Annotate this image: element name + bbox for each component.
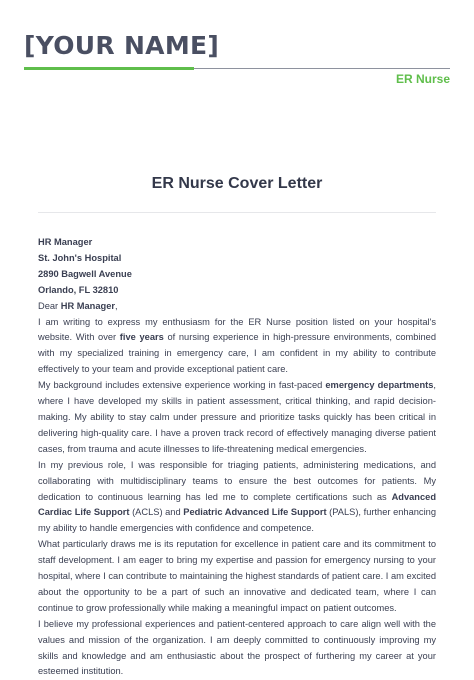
salutation-prefix: Dear: [38, 300, 61, 311]
p3-emphasis-pals: Pediatric Advanced Life Support: [183, 507, 327, 518]
header-rule: [194, 68, 450, 69]
recipient-city: Orlando, FL 32810: [38, 284, 119, 295]
recipient-street: 2890 Bagwell Avenue: [38, 268, 132, 279]
paragraph-closing: I believe my professional experiences and patient-centered approach to care align well with the values and mission of the organization. I am deeply committed to continuously improving my skills and knowledge and am enthusiastic about the prospect of furthering my career at your esteemed institution.: [38, 618, 436, 677]
p3-text-a: In my previous role, I was responsible for triaging patients, administering medications, and collaborating with multidisciplinary teams to ensure the best outcomes for patients. My dedication to continuous learning has led me to complete certifications such as: [38, 459, 436, 502]
role-label: ER Nurse: [395, 72, 450, 86]
paragraph-experience: [38, 458, 436, 538]
document-title: ER Nurse Cover Letter: [151, 175, 323, 192]
recipient-organization: St. John's Hospital: [38, 252, 122, 263]
paragraph-motivation: What particularly draws me is its reputation for excellence in patient care and its commitment to staff development. I am eager to bring my expertise and passion for emergency nursing to your hospital, where I can contribute to maintaining the highest standards of patient care. I am excited about the opportunity to be a part of such an innovative and dedicated team, where I can continue to grow professionally while making a meaningful impact on patient outcomes.: [38, 539, 436, 613]
recipient-title: HR Manager: [38, 237, 93, 247]
letter-body: [38, 235, 436, 680]
title-divider: [38, 212, 436, 213]
paragraph-background: [38, 378, 436, 458]
p3-text-c: (ACLS) and: [129, 507, 184, 518]
salutation: [38, 299, 436, 315]
paragraph-intro: [38, 315, 436, 379]
applicant-name: [YOUR NAME]: [24, 31, 220, 60]
salutation-suffix: ,: [114, 300, 118, 311]
p2-text-a: My background includes extensive experience working in fast-paced: [38, 380, 326, 391]
p3-emphasis-acls: Advanced Cardiac Life Support: [38, 491, 436, 518]
header-accent-rule: [24, 67, 194, 70]
p2-emphasis: emergency departments: [325, 380, 434, 391]
p2-text-c: , where I have developed my skills in patient assessment, critical thinking, and rapid decision-making. My ability to stay calm under pressure and prioritize tasks quickly has been critical in delivering high-quality care. I have a proven track record of effectively managing diverse patient cases, from trauma and acute illnesses to life-threatening medical emergencies.: [38, 380, 436, 454]
p1-text-a: I am writing to express my enthusiasm for the ER Nurse position listed on your hospital's website. With over: [38, 316, 436, 343]
p1-text-c: of nursing experience in high-pressure environments, combined with my specialized training in emergency care, I am confident in my ability to contribute effectively to your team and provide exceptional patient care.: [38, 332, 436, 375]
salutation-name: HR Manager: [60, 300, 115, 311]
p1-emphasis: five years: [119, 332, 164, 343]
p3-text-e: (PALS), further enhancing my ability to handle emergencies with confidence and competence.: [38, 507, 436, 534]
